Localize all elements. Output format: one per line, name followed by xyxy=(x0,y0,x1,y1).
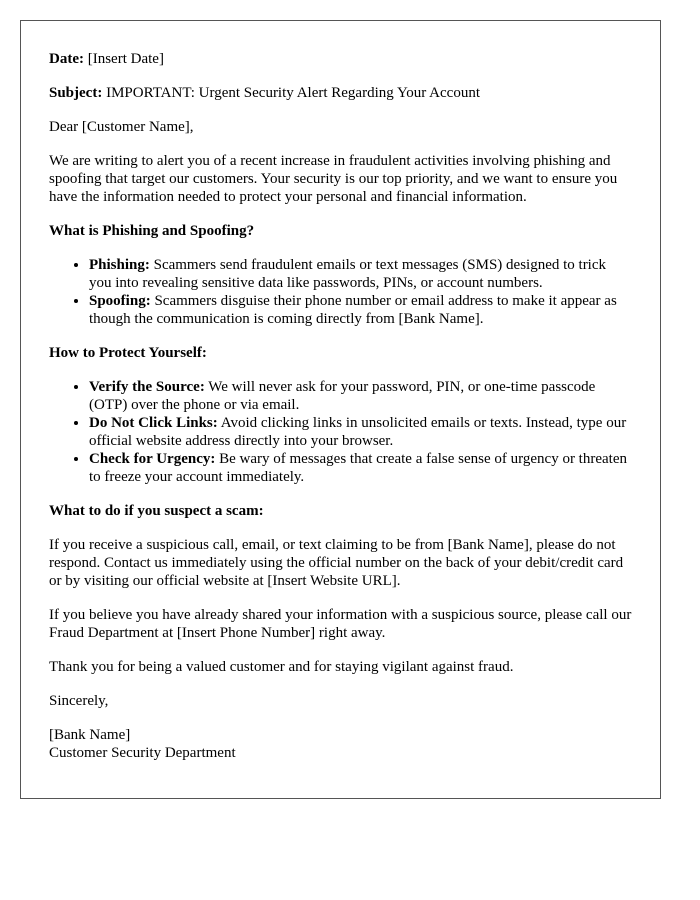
list-item xyxy=(89,378,632,414)
list-term: Phishing: xyxy=(89,257,150,273)
section-heading-phishing xyxy=(49,222,632,240)
phishing-list xyxy=(49,256,632,328)
list-term: Verify the Source: xyxy=(89,379,205,395)
closing: Sincerely, xyxy=(49,693,109,709)
list-text: Avoid clicking links in unsolicited emails or texts. Instead, type our official website address directly into your browser. xyxy=(89,415,627,449)
subject-value: IMPORTANT: Urgent Security Alert Regarding Your Account xyxy=(106,85,481,101)
greeting: Dear [Customer Name], xyxy=(49,119,194,135)
list-item xyxy=(89,414,632,450)
list-text: We will never ask for your password, PIN, or one-time passcode (OTP) over the phone or via email. xyxy=(89,379,596,413)
date-label: Date: xyxy=(49,51,84,67)
list-item xyxy=(89,292,632,328)
date-line xyxy=(49,50,632,68)
scam-paragraph-1: If you receive a suspicious call, email, or text claiming to be from [Bank Name], please do not respond. Contact us immediately using the official number on the back of your debit/credit card or by visiting our official website at [Insert Website URL]. xyxy=(49,537,624,589)
intro-paragraph: We are writing to alert you of a recent increase in fraudulent activities involving phishing and spoofing that target our customers. Your security is our top priority, and we want to ensure you have the information needed to protect your personal and financial information. xyxy=(49,153,618,205)
subject-label: Subject: xyxy=(49,85,103,101)
list-text: Scammers send fraudulent emails or text messages (SMS) designed to trick you into revealing sensitive data like passwords, PINs, or account numbers. xyxy=(89,257,607,291)
section-heading-protect xyxy=(49,344,632,362)
section-heading-text: What is Phishing and Spoofing? xyxy=(49,223,255,239)
list-term: Spoofing: xyxy=(89,293,151,309)
signature xyxy=(49,726,632,762)
list-item xyxy=(89,450,632,486)
subject-line xyxy=(49,84,632,102)
date-value: [Insert Date] xyxy=(87,51,164,67)
signature-department: Customer Security Department xyxy=(49,745,236,761)
section-heading-text: How to Protect Yourself: xyxy=(49,345,207,361)
section-heading-text: What to do if you suspect a scam: xyxy=(49,503,264,519)
list-term: Do Not Click Links: xyxy=(89,415,218,431)
list-text: Be wary of messages that create a false sense of urgency or threaten to freeze your account immediately. xyxy=(89,451,627,485)
list-item xyxy=(89,256,632,292)
thanks-paragraph: Thank you for being a valued customer and for staying vigilant against fraud. xyxy=(49,659,514,675)
list-term: Check for Urgency: xyxy=(89,451,216,467)
list-text: Scammers disguise their phone number or email address to make it appear as though the communication is coming directly from [Bank Name]. xyxy=(89,293,617,327)
letter xyxy=(20,20,661,799)
protect-list xyxy=(49,378,632,486)
section-heading-scam xyxy=(49,502,632,520)
scam-paragraph-2: If you believe you have already shared your information with a suspicious source, please call our Fraud Department at [Insert Phone Number] right away. xyxy=(49,607,632,641)
signature-name: [Bank Name] xyxy=(49,727,131,743)
